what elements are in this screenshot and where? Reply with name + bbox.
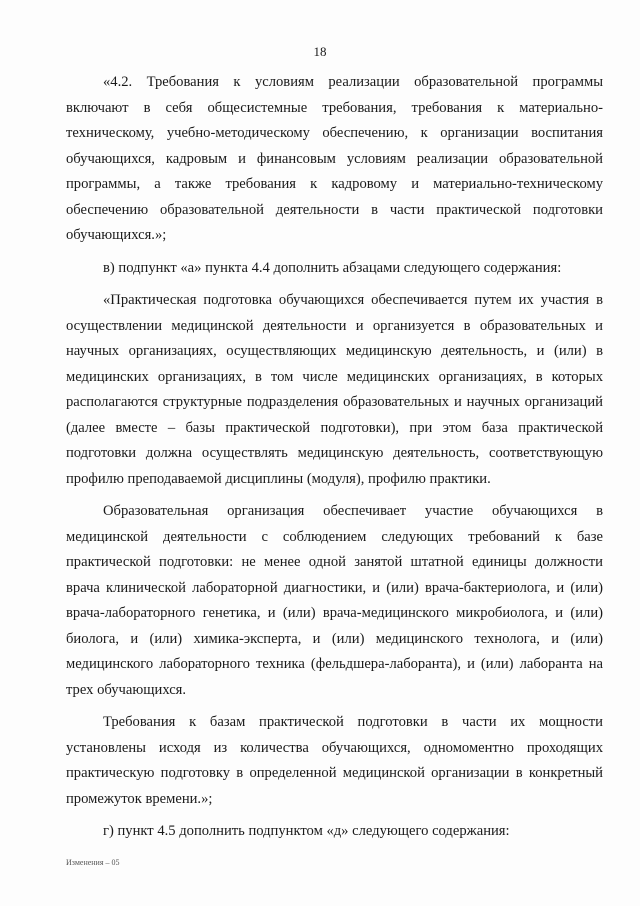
footer-note: Изменения – 05 (66, 858, 120, 867)
paragraph-subitem-g: г) пункт 4.5 дополнить подпунктом «д» следующего содержания: (103, 823, 510, 839)
paragraph-practical-training: «Практическая подготовка обучающихся обеспечивается путем их участия в осуществлении медицинской деятельности и организуется в образовательных и научных организациях, осуществляющих медицинскую деятельность, и (или) в медицинских организациях, в том числе медицинских организациях, в которых располагаются структурные подразделения образовательных и научных организаций (далее вместе – базы практической подготовки), при этом база практической подготовки должна осуществлять медицинскую деятельность, соответствующую профилю преподаваемой дисциплины (модуля), профилю практики. (66, 292, 603, 487)
document-body (66, 70, 603, 845)
paragraph-subitem-v: в) подпункт «а» пункта 4.4 дополнить абзацами следующего содержания: (103, 259, 562, 276)
paragraph-capacity-requirements: Требования к базам практической подготовки в части их мощности установлены исходя из количества обучающихся, одномоментно проходящих практическую подготовку в определенной медицинской организации в конкретный промежуток времени.»; (66, 714, 603, 807)
paragraph-organization-requirements: Образовательная организация обеспечивает участие обучающихся в медицинской деятельности с соблюдением следующих требований к базе практической подготовки: не менее одной занятой штатной единицы должности врача клинической лабораторной диагностики, и (или) врача-бактериолога, и (или) врача-лабораторного генетика, и (или) врача-медицинского микробиолога, и (или) биолога, и (или) химика-эксперта, и (или) медицинского технолога, и (или) медицинского лабораторного техника (фельдшера-лаборанта), и (или) лаборанта на трех обучающихся. (66, 503, 603, 698)
paragraph-4-2: «4.2. Требования к условиям реализации образовательной программы включают в себя общесистемные требования, требования к материально-техническому, учебно-методическому обеспечению, к организации воспитания обучающихся, кадровым и финансовым условиям реализации образовательной программы, а также требования к кадровому и материально-техническому обеспечению образовательной деятельности в части практической подготовки обучающихся.»; (66, 74, 603, 243)
page-number: 18 (313, 44, 327, 59)
